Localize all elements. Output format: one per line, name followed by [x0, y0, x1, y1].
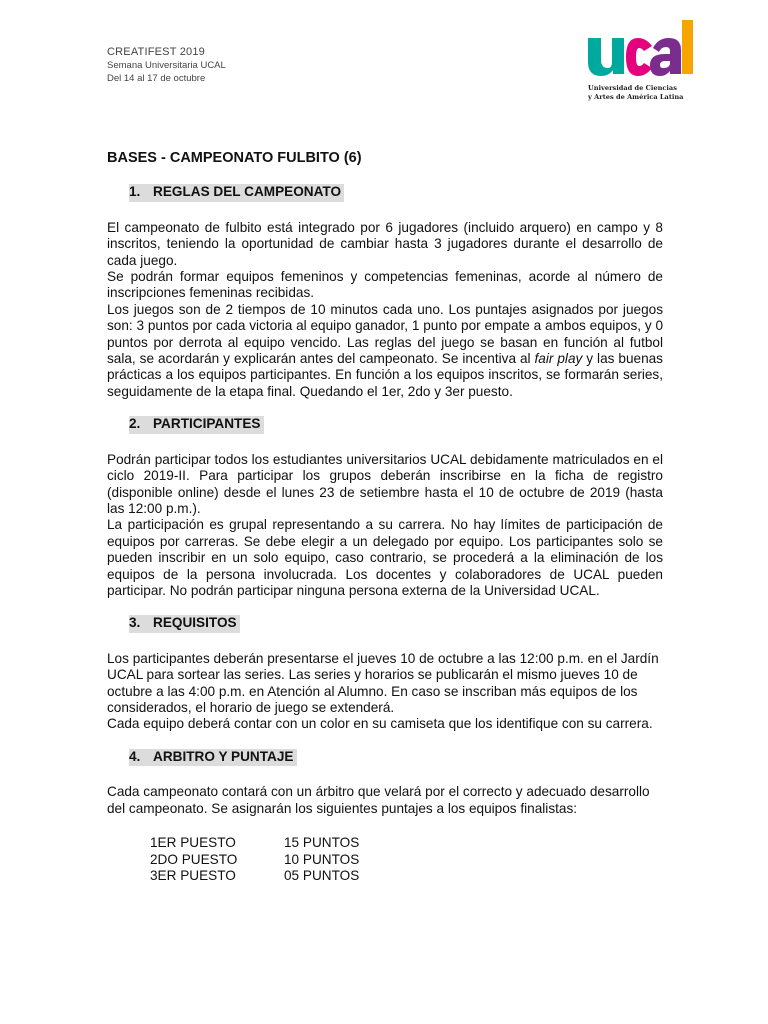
points-value: 05 PUNTOS [284, 868, 360, 884]
logo-caption [588, 84, 683, 101]
points-place: 3ER PUESTO [150, 868, 236, 884]
event-subtitle: Semana Universitaria UCAL [107, 60, 226, 71]
document-title: BASES - CAMPEONATO FULBITO (6) [107, 150, 362, 166]
points-place: 2DO PUESTO [150, 851, 238, 867]
paragraph-text: Los juegos son de 2 tiempos de 10 minutos cada uno. Los puntajes asignados por juegos son: 3 puntos por cada victoria al equipo ganador, 1 punto por empate a ambos equipos, y 0 puntos por derrota al equipo vencido. Las reglas del juego se basan en función al futbol sala, se acordarán y explicarán antes del campeonato. Se incentiva al [107, 301, 663, 367]
section-title: ARBITRO Y PUNTAJE [153, 748, 294, 764]
section-heading-arbitro [129, 749, 297, 766]
section-number: 2. [129, 416, 141, 432]
paragraph: Podrán participar todos los estudiantes universitarios UCAL debidamente matriculados en el ciclo 2019-II. Para participar los grupos deberán inscribirse en la ficha de registro (disponible online) desde el lunes 23 de setiembre hasta el 10 de octubre de 2019 (hasta las 12:00 p.m.). [107, 451, 663, 516]
ucal-logo [586, 18, 696, 108]
logo-caption-line2: y Artes de América Latina [588, 92, 684, 101]
section-number: 3. [129, 615, 141, 631]
logo-letter-u [588, 38, 624, 76]
logo-letter-c [626, 38, 652, 76]
paragraph: Los participantes deberán presentarse el jueves 10 de octubre a las 12:00 p.m. en el Jardín UCAL para sortear las series. Las series y horarios se publicarán el mismo jueves 10 de octubre a las 4:00 p.m. en Atención al Alumno. En caso se inscriban más equipos de los considerados, el horario de juego se extenderá. [107, 650, 659, 715]
section-number: 1. [129, 184, 141, 200]
document-header [107, 45, 226, 85]
paragraph [107, 302, 663, 400]
ucal-logo-mark [586, 18, 696, 82]
section-heading-participantes [129, 416, 264, 433]
section-body-participantes [107, 452, 663, 600]
points-row [150, 852, 359, 869]
section-title: REQUISITOS [153, 615, 237, 631]
italic-phrase: fair play [534, 351, 583, 367]
points-table [150, 835, 359, 885]
section-title: PARTICIPANTES [153, 416, 261, 432]
event-dates: Del 14 al 17 de octubre [107, 73, 206, 84]
section-heading-requisitos [129, 615, 240, 632]
points-value: 15 PUNTOS [284, 835, 360, 850]
logo-letter-a [650, 38, 681, 76]
points-row [150, 868, 359, 885]
points-row [150, 835, 359, 852]
document-body [107, 150, 663, 901]
section-number: 4. [129, 748, 141, 764]
section-body-requisitos [107, 651, 663, 733]
logo-caption-line1: Universidad de Ciencias [588, 84, 677, 92]
paragraph-text-continued: y las buenas prácticas a los equipos participantes. En función a los equipos inscritos, se formarán series, seguidamente de la etapa final. Quedando el 1er, 2do y 3er puesto. [107, 351, 663, 399]
section-heading-reglas [129, 184, 344, 201]
paragraph: Cada campeonato contará con un árbitro que velará por el correcto y adecuado desarrollo del campeonato. Se asignarán los siguientes puntajes a los equipos finalistas: [107, 784, 650, 816]
section-body-reglas [107, 220, 663, 400]
logo-letter-l [682, 20, 693, 74]
event-name: CREATIFEST 2019 [107, 46, 205, 58]
points-place: 1ER PUESTO [150, 835, 236, 850]
paragraph: La participación es grupal representando a su carrera. No hay límites de participación de equipos por carreras. Se debe elegir a un delegado por equipo. Los participantes solo se pueden inscribir en un solo equipo, caso contrario, se procederá a la eliminación de los equipos de la persona involucrada. Los docentes y colaboradores de UCAL pueden participar. No podrán participar ninguna persona externa de la Universidad UCAL. [107, 517, 663, 598]
paragraph: El campeonato de fulbito está integrado por 6 jugadores (incluido arquero) en campo y 8 inscritos, teniendo la oportunidad de cambiar hasta 3 jugadores durante el desarrollo de cada juego. [107, 219, 663, 268]
paragraph: Cada equipo deberá contar con un color en su camiseta que los identifique con su carrera. [107, 716, 653, 732]
points-value: 10 PUNTOS [284, 851, 360, 867]
section-title: REGLAS DEL CAMPEONATO [153, 184, 342, 200]
section-body-arbitro [107, 784, 663, 885]
paragraph: Se podrán formar equipos femeninos y competencias femeninas, acorde al número de inscripciones femeninas recibidas. [107, 269, 663, 301]
